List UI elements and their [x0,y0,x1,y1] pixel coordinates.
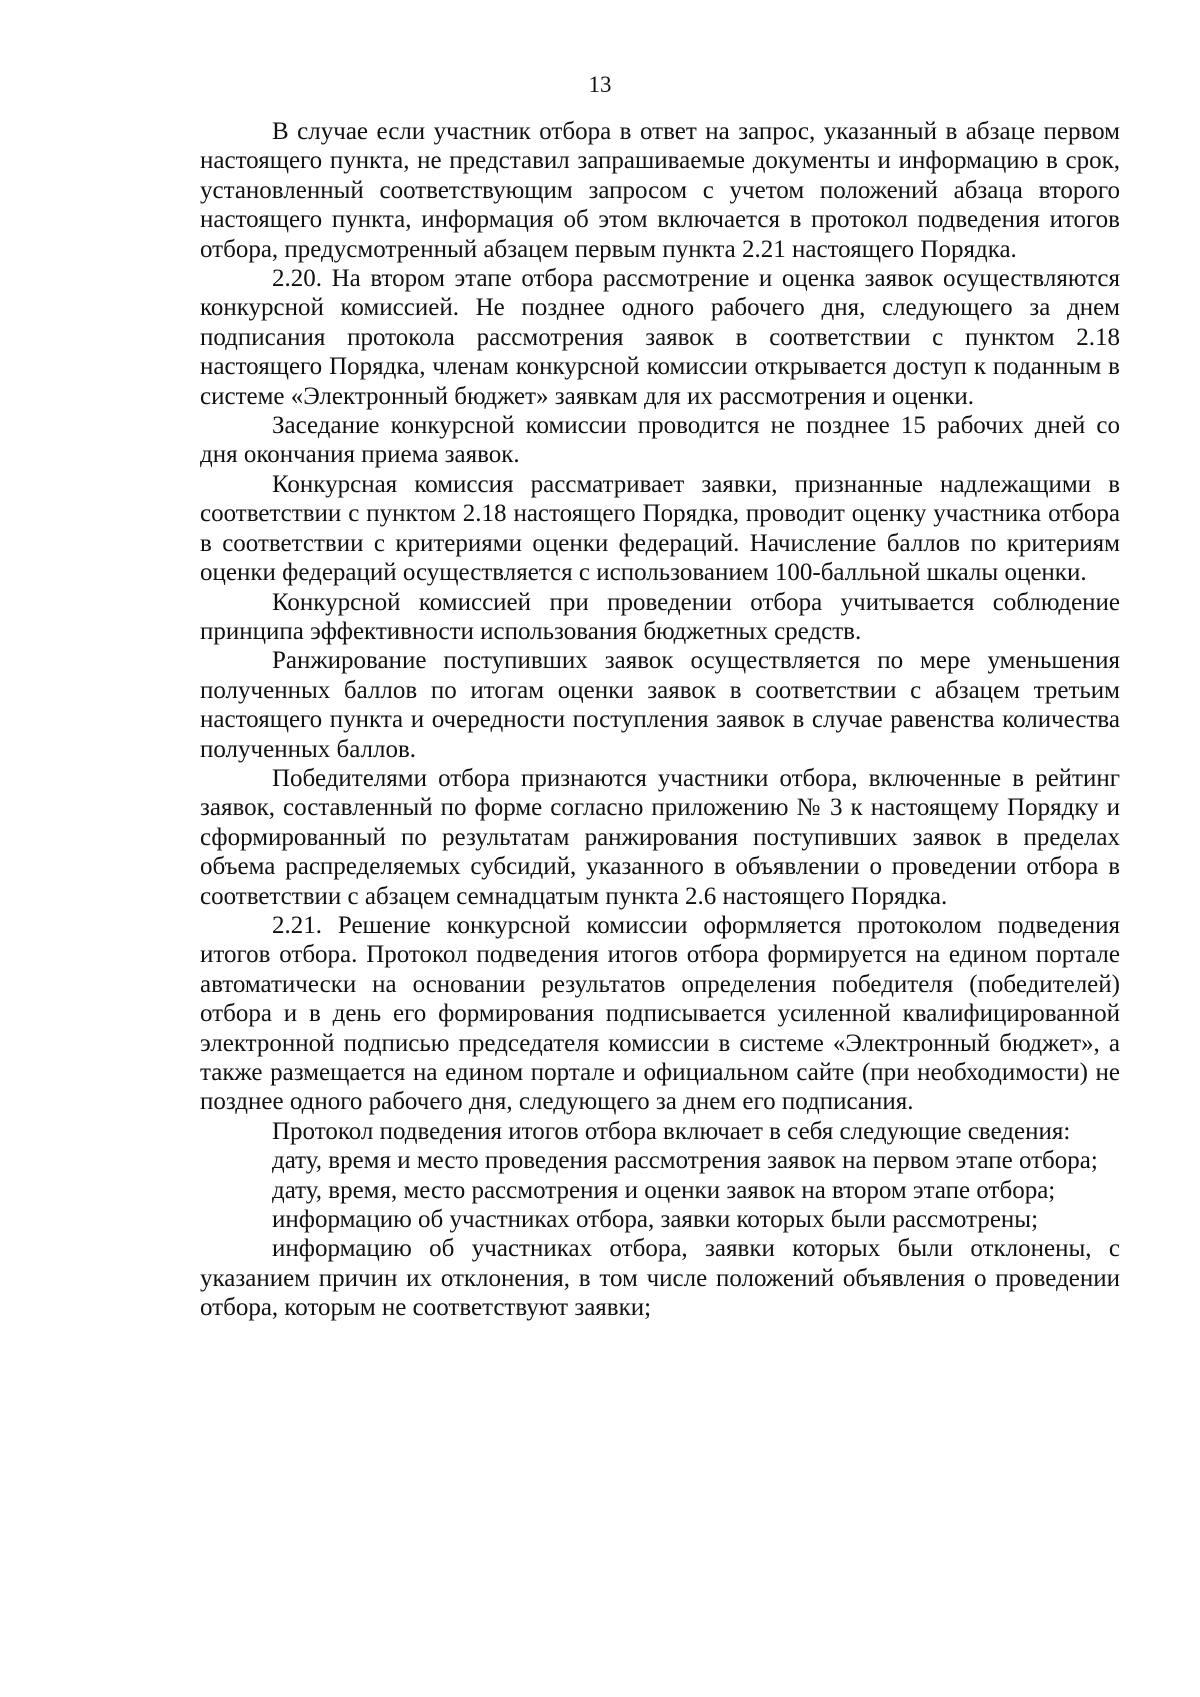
paragraph-8: 2.21. Решение конкурсной комиссии оформляется протоколом подведения итогов отбора. Протокол подведения итогов отбора формируется на едином портале автоматически на основании результатов определения победителя (победителей) отбора и в день его формирования подписывается усиленной квалифицированной электронной подписью председателя комиссии в системе «Электронный бюджет», а также размещается на едином портале и официальном сайте (при необходимости) не позднее одного рабочего дня, следующего за днем его подписания. [200,911,1120,1116]
paragraph-2: 2.20. На втором этапе отбора рассмотрение и оценка заявок осуществляются конкурсной комиссией. Не позднее одного рабочего дня, следующего за днем подписания протокола рассмотрения заявок в соответствии с пунктом 2.18 настоящего Порядка, членам конкурсной комиссии открывается доступ к поданным в системе «Электронный бюджет» заявкам для их рассмотрения и оценки. [200,265,1120,410]
paragraph-6: Ранжирование поступивших заявок осуществляется по мере уменьшения полученных баллов по итогам оценки заявок в соответствии с абзацем третьим настоящего пункта и очередности поступления заявок в случае равенства количества полученных баллов. [200,647,1120,763]
list-item-2: дату, время, место рассмотрения и оценки заявок на втором этапе отбора; [272,1176,1056,1204]
paragraph-7: Победителями отбора признаются участники отбора, включенные в рейтинг заявок, составленный по форме согласно приложению № 3 к настоящему Порядку и сформированный по результатам ранжирования поступивших заявок в пределах объема распределяемых субсидий, указанного в объявлении о проведении отбора в соответствии с абзацем семнадцатым пункта 2.6 настоящего Порядка. [200,764,1120,910]
list-item-3: информацию об участниках отбора, заявки которых были рассмотрены; [272,1206,1039,1234]
list-item-4: информацию об участниках отбора, заявки которых были отклонены, с указанием причин их отклонения, в том числе положений объявления о проведении отбора, которым не соответствуют заявки; [200,1235,1120,1322]
list-item-1: дату, время и место проведения рассмотрения заявок на первом этапе отбора; [272,1147,1098,1175]
page-number: 13 [588,72,612,97]
document-body [200,117,1120,1323]
paragraph-5: Конкурсной комиссией при проведении отбора учитывается соблюдение принципа эффективности использования бюджетных средств. [200,588,1120,645]
paragraph-4: Конкурсная комиссия рассматривает заявки, признанные надлежащими в соответствии с пунктом 2.18 настоящего Порядка, проводит оценку участника отбора в соответствии с критериями оценки федераций. Начисление баллов по критериям оценки федераций осуществляется с использованием 100-балльной шкалы оценки. [200,470,1120,587]
paragraph-3: Заседание конкурсной комиссии проводится не позднее 15 рабочих дней со дня окончания приема заявок. [200,412,1120,469]
paragraph-1: В случае если участник отбора в ответ на запрос, указанный в абзаце первом настоящего пункта, не представил запрашиваемые документы и информацию в срок, установленный соответствующим запросом с учетом положений абзаца второго настоящего пункта, информация об этом включается в протокол подведения итогов отбора, предусмотренный абзацем первым пункта 2.21 настоящего Порядка. [200,118,1120,263]
paragraph-9: Протокол подведения итогов отбора включает в себя следующие сведения: [272,1117,1071,1145]
